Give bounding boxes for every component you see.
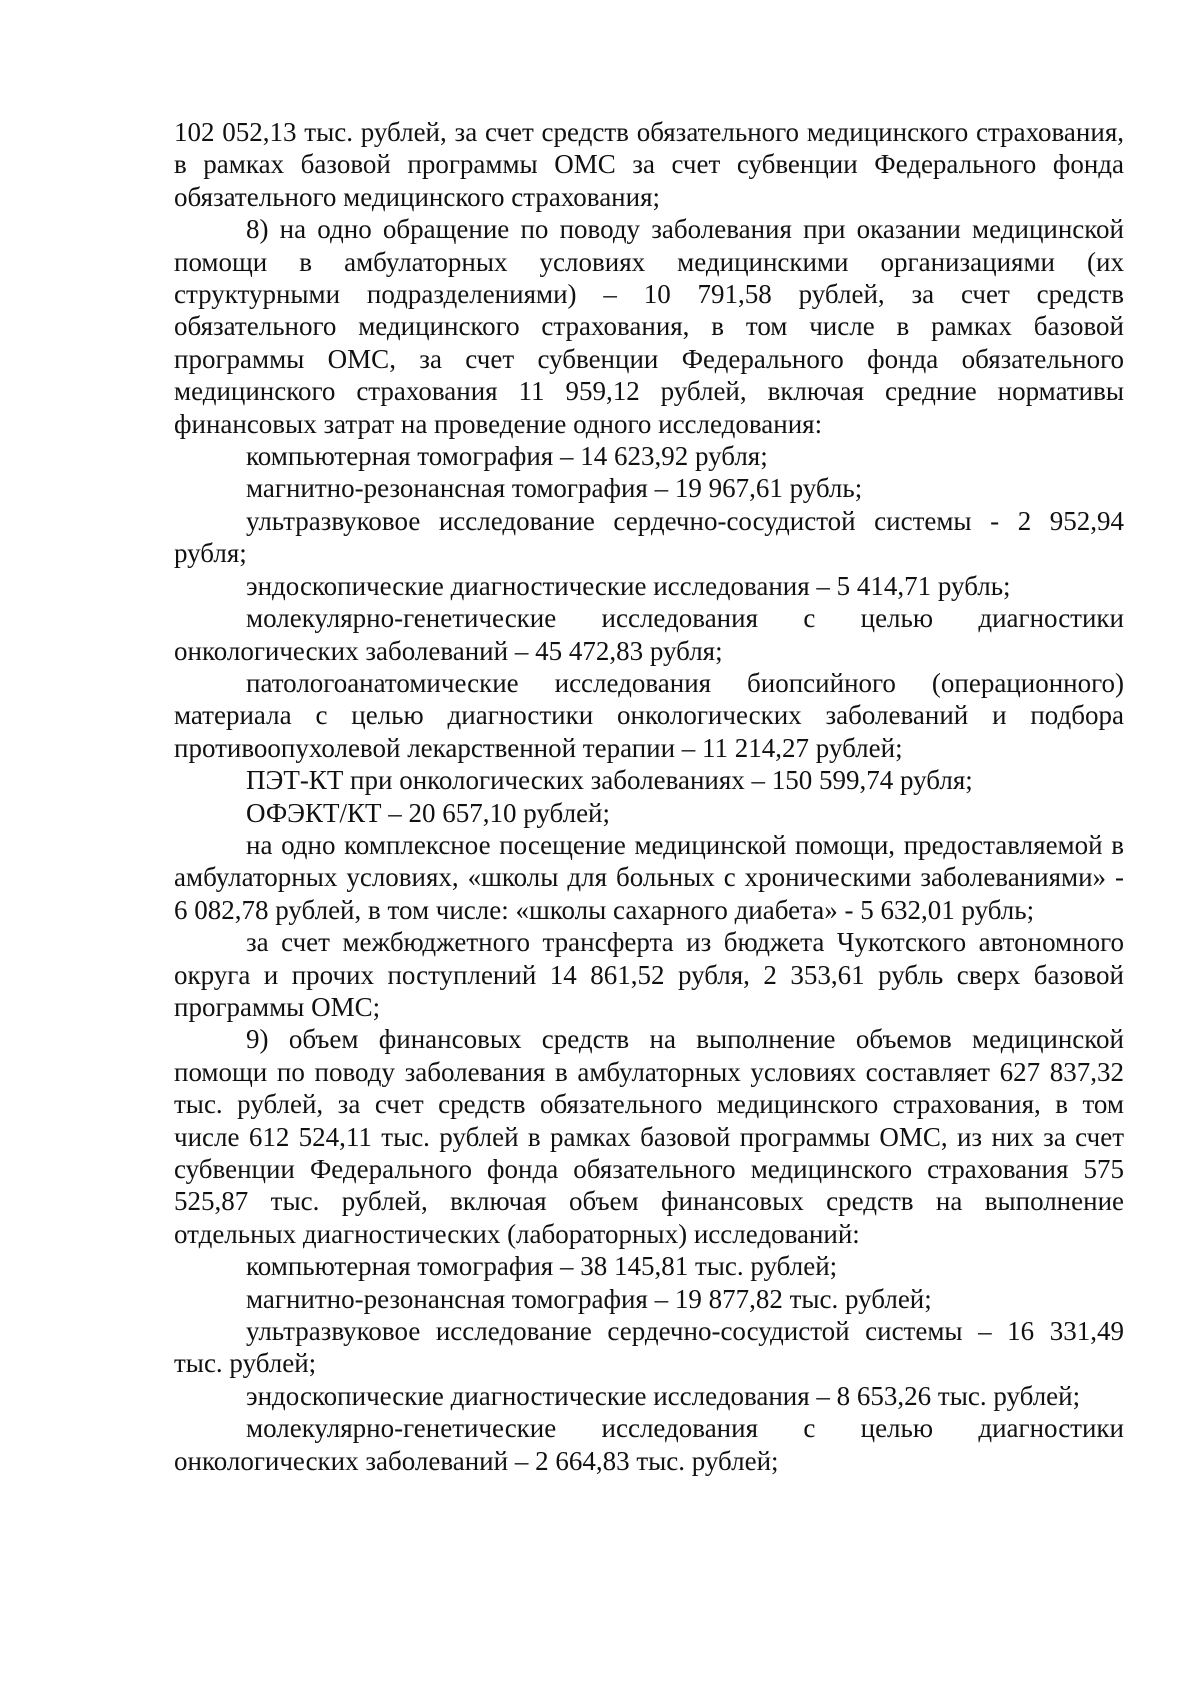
- paragraph-item-9: 9) объем финансовых средств на выполнение объемов медицинской помощи по поводу заболевания в амбулаторных условиях составляет 627 837,32 тыс. рублей, за счет средств обязательного медицинского страхования, в том числе 612 524,11 тыс. рублей в рамках базовой программы ОМС, из них за счет субвенции Федерального фонда обязательного медицинского страхования 575 525,87 тыс. рублей, включая объем финансовых средств на выполнение отдельных диагностических (лабораторных) исследований:: [174, 1024, 1124, 1249]
- list-item: ультразвуковое исследование сердечно-сосудистой системы – 16 331,49 тыс. рублей;: [174, 1316, 1124, 1379]
- document-page: [174, 116, 1124, 1477]
- paragraph: на одно комплексное посещение медицинской помощи, предоставляемой в амбулаторных условиях, «школы для больных с хроническими заболеваниями» - 6 082,78 рублей, в том числе: «школы сахарного диабета» - 5 632,01 рубль;: [174, 829, 1124, 925]
- list-item: компьютерная томография – 38 145,81 тыс. рублей;: [246, 1251, 838, 1282]
- list-item: магнитно-резонансная томография – 19 877,82 тыс. рублей;: [246, 1283, 932, 1314]
- paragraph-continuation: 102 052,13 тыс. рублей, за счет средств обязательного медицинского страхования, в рамках базовой программы ОМС за счет субвенции Федерального фонда обязательного медицинского страхования;: [174, 117, 1124, 212]
- list-item: эндоскопические диагностические исследования – 8 653,26 тыс. рублей;: [246, 1380, 1081, 1411]
- list-item: ОФЭКТ/КТ – 20 657,10 рублей;: [246, 797, 610, 828]
- list-item: ультразвуковое исследование сердечно-сосудистой системы - 2 952,94 рубля;: [174, 505, 1124, 569]
- list-item: патологоанатомические исследования биопсийного (операционного) материала с целью диагностики онкологических заболеваний и подбора противоопухолевой лекарственной терапии – 11 214,27 рублей;: [174, 667, 1124, 763]
- paragraph-item-8: 8) на одно обращение по поводу заболевания при оказании медицинской помощи в амбулаторных условиях медицинскими организациями (их структурными подразделениями) – 10 791,58 рублей, за счет средств обязательного медицинского страхования, в том числе в рамках базовой программы ОМС, за счет субвенции Федерального фонда обязательного медицинского страхования 11 959,12 рублей, включая средние нормативы финансовых затрат на проведение одного исследования:: [174, 214, 1124, 439]
- list-item: молекулярно-генетические исследования с целью диагностики онкологических заболеваний – 2 664,83 тыс. рублей;: [174, 1413, 1124, 1476]
- paragraph: за счет межбюджетного трансферта из бюджета Чукотского автономного округа и прочих поступлений 14 861,52 рубля, 2 353,61 рубль сверх базовой программы ОМС;: [174, 927, 1124, 1022]
- list-item: эндоскопические диагностические исследования – 5 414,71 рубль;: [246, 570, 1011, 601]
- list-item: магнитно-резонансная томография – 19 967,61 рубль;: [246, 473, 863, 504]
- list-item: ПЭТ-КТ при онкологических заболеваниях – 150 599,74 рубля;: [246, 765, 973, 796]
- list-item: компьютерная томография – 14 623,92 рубля;: [246, 441, 768, 472]
- list-item: молекулярно-генетические исследования с целью диагностики онкологических заболеваний – 45 472,83 рубля;: [174, 603, 1124, 666]
